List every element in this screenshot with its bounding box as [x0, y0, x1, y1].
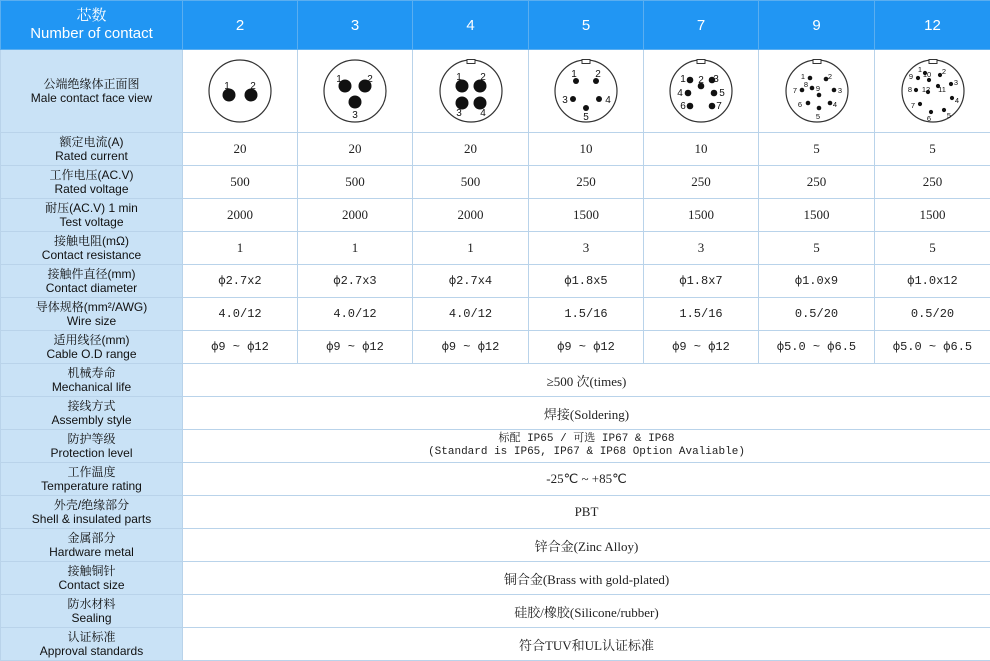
pin-number-label: 3 [455, 108, 462, 119]
spec-value: ф2.7x4 [413, 265, 529, 298]
row-label-en: Wire size [66, 314, 117, 328]
row-label [1, 496, 183, 529]
contact-pin [596, 96, 602, 102]
contact-pin [711, 90, 718, 97]
row-label [1, 331, 183, 364]
key-notch [467, 60, 475, 64]
spec-value: ф1.0x12 [875, 265, 990, 298]
spec-value: ≥500 次(times) [183, 364, 990, 397]
pin-number-label: 1 [571, 69, 577, 80]
contact-pin [685, 90, 692, 97]
spec-value: 10 [644, 133, 759, 166]
spec-value: ф2.7x2 [183, 265, 298, 298]
spec-value: 1.5/16 [644, 298, 759, 331]
row-label-en: Male contact face view [30, 91, 153, 105]
spec-value [183, 430, 990, 463]
key-notch [813, 60, 821, 64]
spec-value: ф9 ~ ф12 [644, 331, 759, 364]
contact-pin [805, 101, 810, 106]
spec-value: 4.0/12 [413, 298, 529, 331]
face-view-cell [413, 50, 529, 133]
row-label-en: Cable O.D range [46, 347, 137, 361]
face-view-diagram [436, 56, 506, 126]
contact-pin [949, 96, 953, 100]
spec-value: 1500 [644, 199, 759, 232]
spec-value: 3 [644, 232, 759, 265]
spec-value: 5 [759, 133, 875, 166]
row-label-en: Mechanical life [51, 380, 132, 394]
pin-number-label: 5 [719, 88, 725, 99]
contact-count: 3 [298, 1, 413, 50]
contact-pin [807, 76, 812, 81]
contact-pin [915, 76, 919, 80]
pin-number-label: 2 [367, 74, 373, 85]
contact-pin [917, 102, 921, 106]
row-label-cn: 接触铜针 [67, 563, 116, 578]
spec-value: 4.0/12 [298, 298, 413, 331]
pin-number-label: 9 [908, 72, 913, 81]
spec-row [1, 496, 990, 529]
pin-number-label: 8 [907, 85, 912, 94]
contact-pin [583, 105, 589, 111]
row-label-cn: 公端绝缘体正面图 [43, 76, 140, 91]
pin-number-label: 7 [716, 101, 722, 112]
row-label-cn: 工作电压(AC.V) [49, 167, 134, 182]
contact-count: 12 [875, 1, 990, 50]
row-label [1, 463, 183, 496]
spec-value: ф5.0 ~ ф6.5 [759, 331, 875, 364]
pin-number-label: 1 [224, 81, 230, 92]
row-label-cn: 接线方式 [67, 398, 116, 413]
header-label [1, 1, 183, 50]
contact-pin [570, 96, 576, 102]
spec-row [1, 562, 990, 595]
row-label-en: Protection level [50, 446, 133, 460]
pin-number-label: 1 [336, 74, 342, 85]
pin-number-label: 4 [954, 96, 959, 105]
row-label-cn: 认证标准 [67, 629, 116, 644]
contact-pin [349, 96, 362, 109]
spec-value: 硅胶/橡胶(Silicone/rubber) [183, 595, 990, 628]
row-label [1, 529, 183, 562]
spec-value: 250 [759, 166, 875, 199]
contact-pin [827, 101, 832, 106]
row-label-en: Temperature rating [41, 479, 142, 493]
row-label-en: Contact size [58, 578, 125, 592]
pin-number-label: 10 [922, 70, 931, 79]
row-label [1, 199, 183, 232]
pin-number-label: 5 [946, 111, 951, 120]
spec-row [1, 529, 990, 562]
header-label-cn: 芯数 [76, 7, 107, 24]
contact-pin [709, 103, 716, 110]
spec-value: 1 [298, 232, 413, 265]
contact-count: 4 [413, 1, 529, 50]
spec-row [1, 430, 990, 463]
face-view-cell [875, 50, 990, 133]
row-label-en: Test voltage [59, 215, 124, 229]
spec-row [1, 232, 990, 265]
pin-number-label: 3 [837, 86, 842, 95]
contact-count: 7 [644, 1, 759, 50]
pin-number-label: 2 [595, 69, 601, 80]
pin-number-label: 2 [827, 72, 832, 81]
row-label [1, 430, 183, 463]
spec-value: 5 [759, 232, 875, 265]
row-label-cn: 工作温度 [67, 464, 116, 479]
row-label [1, 133, 183, 166]
row-label-en: Hardware metal [49, 545, 134, 559]
spec-value: 1 [413, 232, 529, 265]
row-label-cn: 机械寿命 [67, 365, 116, 380]
pin-number-label: 2 [250, 81, 256, 92]
row-label-en: Contact resistance [41, 248, 142, 262]
row-label [1, 166, 183, 199]
pin-number-label: 3 [562, 95, 568, 106]
key-notch [697, 60, 705, 64]
pin-number-label: 1 [455, 72, 462, 83]
row-label-cn: 金属部分 [67, 530, 116, 545]
row-label [1, 265, 183, 298]
row-label [1, 397, 183, 430]
contact-pin [816, 93, 821, 98]
header-label-en: Number of contact [30, 25, 153, 42]
key-notch [929, 60, 937, 64]
face-view-cell [183, 50, 298, 133]
spec-value: ф9 ~ ф12 [529, 331, 644, 364]
spec-value: 1.5/16 [529, 298, 644, 331]
spec-row [1, 265, 990, 298]
spec-row [1, 199, 990, 232]
pin-number-label: 9 [815, 84, 820, 93]
face-view-cell [759, 50, 875, 133]
spec-row [1, 628, 990, 661]
pin-number-label: 7 [792, 86, 797, 95]
pin-number-label: 1 [917, 65, 922, 74]
spec-value: 3 [529, 232, 644, 265]
row-label-en: Contact diameter [45, 281, 138, 295]
spec-value: 250 [529, 166, 644, 199]
row-label [1, 298, 183, 331]
row-label [1, 562, 183, 595]
spec-value-line: (Standard is IP65, IP67 & IP68 Option Avaliable) [428, 446, 745, 458]
contact-pin [941, 108, 945, 112]
pin-number-label: 2 [941, 67, 946, 76]
spec-value: 5 [875, 232, 990, 265]
contact-pin [687, 103, 694, 110]
spec-value: 500 [298, 166, 413, 199]
spec-value: 2000 [413, 199, 529, 232]
spec-value: 2000 [183, 199, 298, 232]
contact-count: 9 [759, 1, 875, 50]
spec-value: 1500 [875, 199, 990, 232]
spec-value: 符合TUV和UL认证标准 [183, 628, 990, 661]
pin-number-label: 3 [953, 78, 958, 87]
spec-value: 20 [298, 133, 413, 166]
face-view-row [1, 50, 990, 133]
pin-number-label: 1 [680, 74, 686, 85]
pin-number-label: 6 [926, 114, 931, 123]
header-row [1, 1, 990, 50]
spec-row [1, 397, 990, 430]
row-label-cn: 接触件直径(mm) [47, 266, 136, 281]
row-label-en: Rated current [55, 149, 128, 163]
pin-number-label: 4 [677, 88, 683, 99]
spec-value: 锌合金(Zinc Alloy) [183, 529, 990, 562]
spec-value: 2000 [298, 199, 413, 232]
spec-value: 250 [644, 166, 759, 199]
contact-pin [948, 82, 952, 86]
row-label-en: Assembly style [51, 413, 132, 427]
row-label-cn: 导体规格(mm²/AWG) [35, 299, 148, 314]
contact-count: 2 [183, 1, 298, 50]
spec-value: 1500 [529, 199, 644, 232]
row-label-en: Sealing [71, 611, 112, 625]
pin-number-label: 6 [680, 101, 686, 112]
row-label [1, 364, 183, 397]
spec-value: 10 [529, 133, 644, 166]
spec-value: 0.5/20 [875, 298, 990, 331]
pin-number-label: 5 [815, 112, 820, 121]
spec-value: ф9 ~ ф12 [413, 331, 529, 364]
row-label [1, 628, 183, 661]
row-label-en: Rated voltage [54, 182, 129, 196]
face-view-diagram [898, 56, 968, 126]
spec-value: ф5.0 ~ ф6.5 [875, 331, 990, 364]
row-label [1, 50, 183, 133]
row-label-cn: 外壳/绝缘部分 [53, 497, 130, 512]
spec-value: 20 [183, 133, 298, 166]
spec-value: 5 [875, 133, 990, 166]
row-label-cn: 接触电阻(mΩ) [54, 233, 129, 248]
face-view-diagram [205, 56, 275, 126]
spec-value: ф2.7x3 [298, 265, 413, 298]
face-view-diagram [320, 56, 390, 126]
spec-value: 焊接(Soldering) [183, 397, 990, 430]
spec-value: 20 [413, 133, 529, 166]
row-label [1, 595, 183, 628]
spec-value: 4.0/12 [183, 298, 298, 331]
key-notch [582, 60, 590, 64]
contact-pin [809, 86, 814, 91]
face-view-diagram [551, 56, 621, 126]
spec-value: ф9 ~ ф12 [298, 331, 413, 364]
insulator-outline [209, 60, 271, 122]
spec-value: PBT [183, 496, 990, 529]
face-view-cell [644, 50, 759, 133]
row-label-en: Approval standards [39, 644, 144, 658]
spec-value: 500 [183, 166, 298, 199]
face-view-diagram [782, 56, 852, 126]
insulator-outline [440, 60, 502, 122]
spec-value-line: 标配 IP65 / 可选 IP67 & IP68 [498, 433, 675, 445]
spec-value: 250 [875, 166, 990, 199]
pin-number-label: 12 [921, 85, 930, 94]
pin-number-label: 2 [698, 75, 704, 86]
pin-number-label: 4 [479, 108, 486, 119]
spec-value: -25℃ ~ +85℃ [183, 463, 990, 496]
pin-number-label: 2 [479, 72, 486, 83]
spec-value: 1 [183, 232, 298, 265]
contact-pin [687, 77, 694, 84]
face-view-diagram [666, 56, 736, 126]
spec-row [1, 463, 990, 496]
spec-value: 1500 [759, 199, 875, 232]
spec-value: 0.5/20 [759, 298, 875, 331]
pin-number-label: 5 [583, 112, 589, 123]
spec-value: ф1.8x5 [529, 265, 644, 298]
face-view-cell [529, 50, 644, 133]
spec-row [1, 364, 990, 397]
pin-number-label: 11 [937, 85, 946, 94]
spec-row [1, 133, 990, 166]
pin-number-label: 4 [832, 100, 837, 109]
spec-row [1, 298, 990, 331]
contact-count: 5 [529, 1, 644, 50]
row-label-cn: 防护等级 [67, 431, 116, 446]
pin-number-label: 3 [352, 110, 358, 121]
pin-number-label: 7 [910, 101, 915, 110]
spec-row [1, 595, 990, 628]
pin-number-label: 3 [713, 74, 719, 85]
pin-number-label: 8 [803, 80, 808, 89]
row-label-cn: 适用线径(mm) [53, 332, 130, 347]
row-label [1, 232, 183, 265]
spec-row [1, 166, 990, 199]
face-view-cell [298, 50, 413, 133]
spec-row [1, 331, 990, 364]
spec-value: 铜合金(Brass with gold-plated) [183, 562, 990, 595]
spec-value: 500 [413, 166, 529, 199]
pin-number-label: 1 [800, 72, 805, 81]
pin-number-label: 6 [797, 100, 802, 109]
contact-pin [831, 88, 836, 93]
pin-number-label: 4 [605, 95, 611, 106]
row-label-en: Shell & insulated parts [31, 512, 152, 526]
spec-value: ф1.8x7 [644, 265, 759, 298]
spec-value: ф1.0x9 [759, 265, 875, 298]
contact-pin [913, 88, 917, 92]
row-label-cn: 额定电流(A) [59, 134, 124, 149]
row-label-cn: 防水材料 [67, 596, 116, 611]
contact-pin [816, 106, 821, 111]
row-label-cn: 耐压(AC.V) 1 min [45, 200, 138, 215]
spec-value: ф9 ~ ф12 [183, 331, 298, 364]
